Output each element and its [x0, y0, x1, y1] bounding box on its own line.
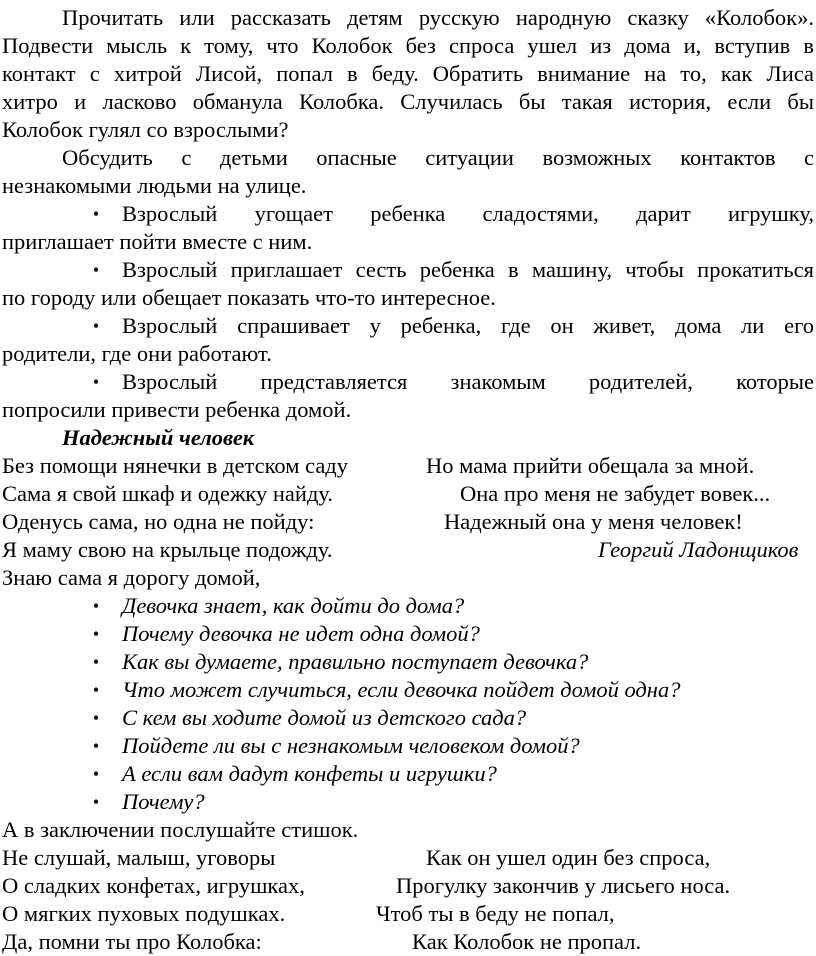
situation-text: Взрослый спрашивает у ребенка, где он живет, дома ли его [122, 313, 814, 338]
question-text: С кем вы ходите домой из детского сада? [122, 705, 527, 730]
bullet-icon: • [92, 708, 100, 728]
discuss-line: незнакомыми людьми на улице. [2, 173, 307, 198]
question-item [0, 592, 816, 620]
intro-line: Прочитать или рассказать детям русскую народную сказку «Колобок». [62, 5, 814, 30]
question-text: Что может случиться, если девочка пойдет домой одна? [122, 677, 681, 702]
poem-line: Она про меня не забудет вовек... [460, 481, 771, 506]
bullet-icon: • [92, 596, 100, 616]
bullet-icon: • [92, 260, 100, 280]
situation-text: попросили привести ребенка домой. [2, 397, 352, 422]
poem-line: Надежный она у меня человек! [444, 509, 743, 534]
situation-item [0, 256, 816, 284]
conclusion-text: А в заключении послушайте стишок. [2, 817, 359, 842]
poem-line: Сама я свой шкаф и одежку найду. [2, 481, 334, 506]
question-item [0, 648, 816, 676]
question-item [0, 704, 816, 732]
situation-text: Взрослый приглашает сесть ребенка в машину, чтобы прокатиться [122, 257, 814, 282]
situation-text: Взрослый представляется знакомым родителей, которые [122, 369, 814, 394]
question-text: А если вам дадут конфеты и игрушки? [122, 761, 497, 786]
poem-line: О мягких пуховых подушках. [2, 901, 286, 926]
poem-line: Чтоб ты в беду не попал, [376, 901, 615, 926]
bullet-icon: • [92, 372, 100, 392]
bullet-icon: • [92, 736, 100, 756]
bullet-icon: • [92, 316, 100, 336]
question-item [0, 788, 816, 816]
poem-line: О сладких конфетах, игрушках, [2, 873, 305, 898]
question-text: Почему девочка не идет одна домой? [122, 621, 480, 646]
poem-line: Но мама прийти обещала за мной. [426, 453, 755, 478]
intro-line: контакт с хитрой Лисой, попал в беду. Обратить внимание на то, как Лиса [2, 61, 814, 86]
poem-line: Как Колобок не пропал. [412, 929, 642, 954]
question-text: Почему? [122, 789, 205, 814]
question-item [0, 620, 816, 648]
situation-text: приглашает пойти вместе с ним. [2, 229, 313, 254]
poem-author: Георгий Ладонщиков [598, 537, 799, 562]
situation-item [0, 200, 816, 228]
question-text: Пойдете ли вы с незнакомым человеком домой? [122, 733, 580, 758]
poem-line: Знаю сама я дорогу домой, [2, 565, 261, 590]
question-text: Девочка знает, как дойти до дома? [122, 593, 465, 618]
question-item [0, 732, 816, 760]
bullet-icon: • [92, 624, 100, 644]
poem-title: Надежный человек [62, 425, 255, 450]
poem-line: Да, помни ты про Колобка: [2, 929, 262, 954]
intro-line: Подвести мысль к тому, что Колобок без спроса ушел из дома и, вступив в [2, 33, 814, 58]
poem-line: Как он ушел один без спроса, [426, 845, 711, 870]
situation-text: родители, где они работают. [2, 341, 272, 366]
bullet-icon: • [92, 652, 100, 672]
poem-line: Оденусь сама, но одна не пойду: [2, 509, 315, 534]
intro-line: хитро и ласково обманула Колобка. Случилась бы такая история, если бы [2, 89, 814, 114]
poem-line: Я маму свою на крыльце подожду. [2, 537, 333, 562]
situation-item [0, 368, 816, 396]
question-item [0, 676, 816, 704]
bullet-icon: • [92, 792, 100, 812]
situation-text: Взрослый угощает ребенка сладостями, дарит игрушку, [122, 201, 814, 226]
poem-line: Не слушай, малыш, уговоры [2, 845, 276, 870]
poem-line: Прогулку закончив у лисьего носа. [396, 873, 731, 898]
bullet-icon: • [92, 204, 100, 224]
intro-line: Колобок гулял со взрослыми? [2, 117, 289, 142]
bullet-icon: • [92, 764, 100, 784]
question-text: Как вы думаете, правильно поступает девочка? [122, 649, 589, 674]
poem-line: Без помощи нянечки в детском саду [2, 453, 349, 478]
discuss-line: Обсудить с детьми опасные ситуации возможных контактов с [62, 145, 814, 170]
question-item [0, 760, 816, 788]
bullet-icon: • [92, 680, 100, 700]
situation-text: по городу или обещает показать что-то интересное. [2, 285, 496, 310]
situation-item [0, 312, 816, 340]
